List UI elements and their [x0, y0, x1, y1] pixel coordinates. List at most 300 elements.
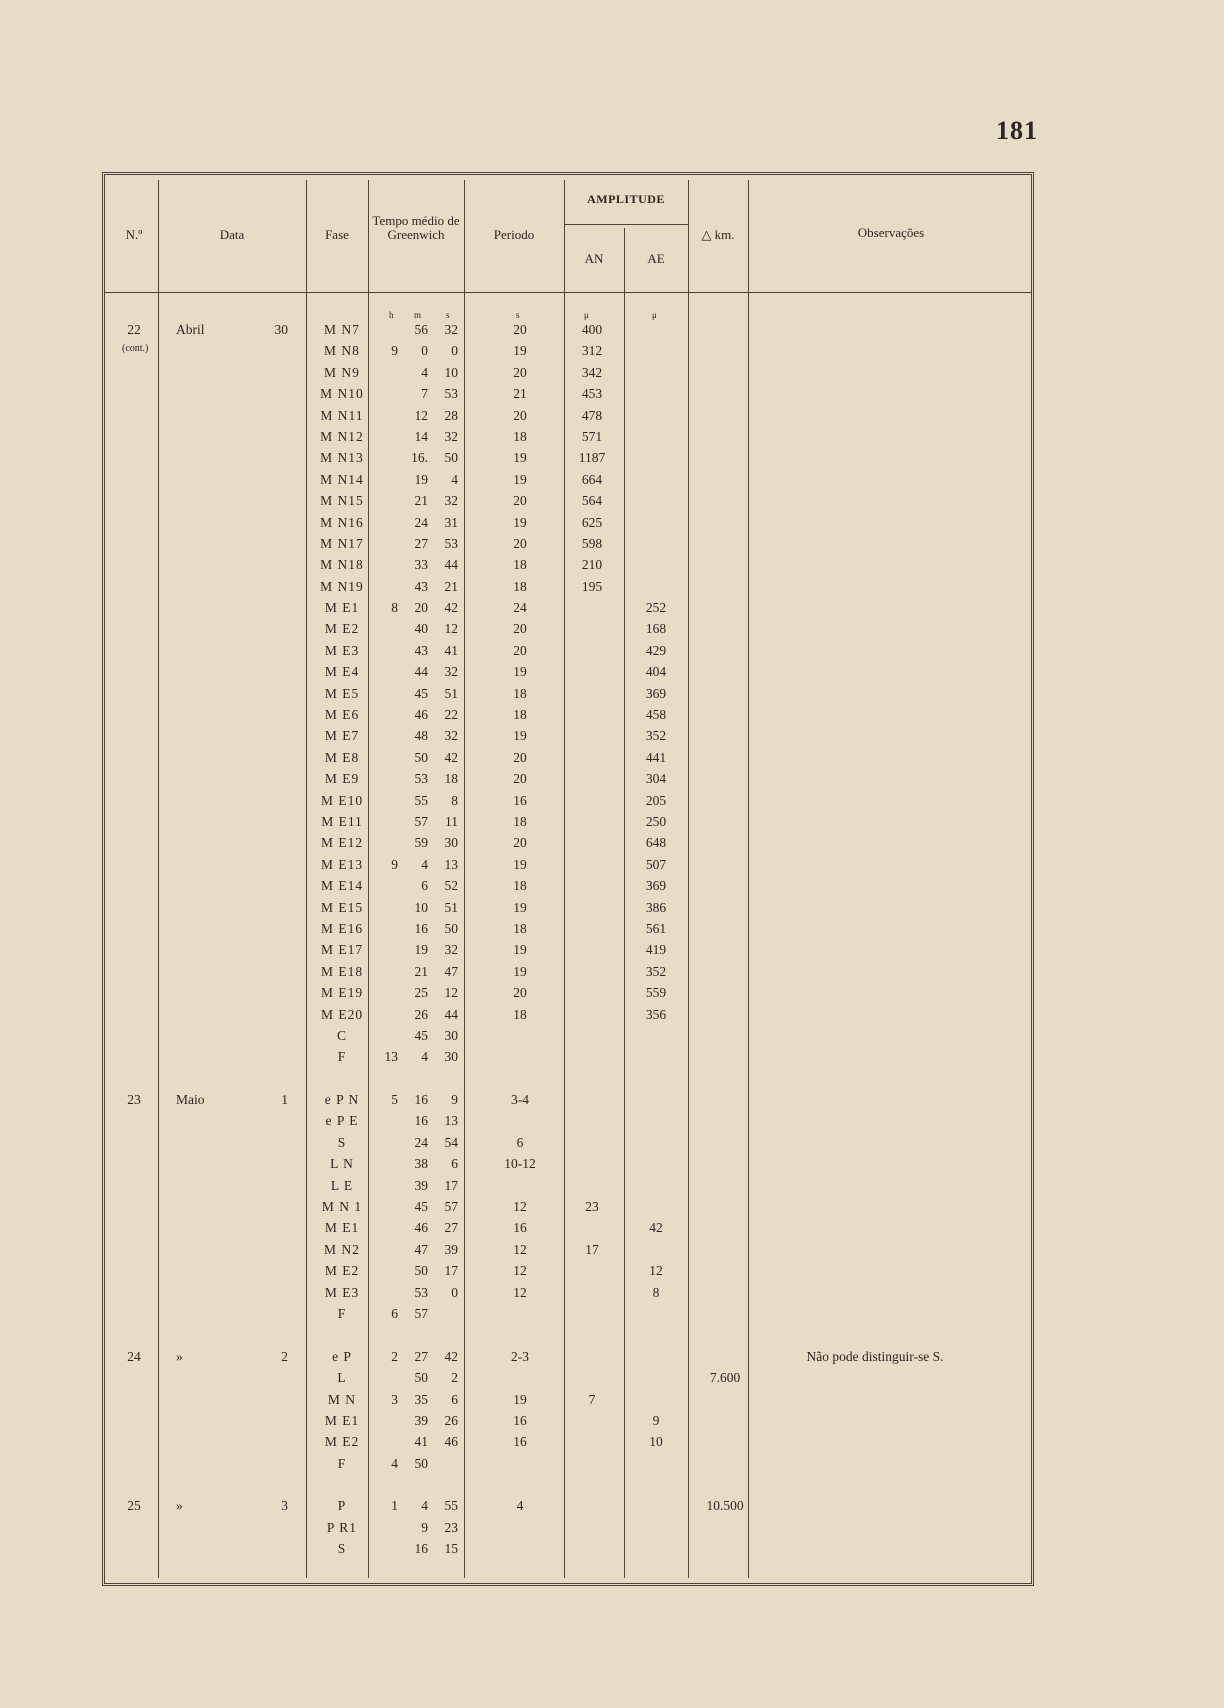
cell-hours: 8	[391, 600, 398, 616]
cell-ae: 8	[652, 1284, 660, 1300]
cell-seconds: 39	[444, 1241, 458, 1257]
cell-seconds: 51	[444, 899, 458, 915]
cell-minutes: 50	[414, 749, 428, 765]
cell-periodo: 20	[513, 985, 527, 1001]
cell-fase: M N14	[320, 471, 364, 487]
cell-periodo: 18	[513, 920, 527, 936]
cell-periodo: 3-4	[511, 1092, 529, 1108]
unit-periodo: s	[516, 310, 520, 320]
header-amplitude: AMPLITUDE	[587, 192, 665, 206]
table-row	[0, 728, 1224, 749]
cell-an: 17	[585, 1241, 599, 1257]
cell-minutes: 48	[414, 728, 428, 744]
cell-fase: F	[337, 1455, 347, 1471]
unit-an: μ	[584, 310, 589, 320]
cell-seconds: 8	[451, 792, 458, 808]
cell-minutes: 45	[414, 685, 428, 701]
cell-observacoes: Não pode distinguir-se S.	[806, 1348, 944, 1364]
cell-fase: M E1	[324, 1412, 360, 1428]
cell-fase: M E16	[320, 920, 364, 936]
table-row	[0, 472, 1224, 493]
cell-ae: 561	[645, 920, 667, 936]
table-row	[0, 1434, 1224, 1455]
header-fase: Fase	[325, 227, 349, 242]
cell-fase: M E20	[320, 1006, 364, 1022]
cell-minutes: 25	[414, 985, 428, 1001]
table-row	[0, 964, 1224, 985]
cell-fase: M E2	[324, 1434, 360, 1450]
cell-minutes: 24	[414, 1134, 428, 1150]
cell-periodo: 2-3	[511, 1348, 529, 1364]
cell-minutes: 4	[421, 364, 428, 380]
cell-month: »	[176, 1348, 183, 1364]
cell-hours: 6	[391, 1305, 398, 1321]
cell-periodo: 19	[513, 514, 527, 530]
cell-no: 25	[127, 1498, 141, 1514]
table-row	[0, 921, 1224, 942]
cell-fase: M N13	[320, 450, 364, 466]
unit-ae: μ	[652, 310, 657, 320]
header-tempo: Tempo médio de Greenwich	[372, 213, 460, 242]
cell-periodo: 19	[513, 963, 527, 979]
cell-hours: 9	[391, 856, 398, 872]
cell-seconds: 11	[445, 813, 458, 829]
cell-minutes: 16	[414, 1092, 428, 1108]
cell-month: »	[176, 1498, 183, 1514]
cell-fase: M E5	[324, 685, 360, 701]
cell-minutes: 55	[414, 792, 428, 808]
cell-periodo: 20	[513, 621, 527, 637]
cell-minutes: 4	[421, 1498, 428, 1514]
cell-periodo: 20	[513, 493, 527, 509]
cell-ae: 42	[649, 1220, 663, 1236]
cell-fase: M E12	[320, 835, 364, 851]
cell-periodo: 18	[513, 578, 527, 594]
cell-an: 598	[581, 535, 603, 551]
cell-seconds: 0	[451, 343, 458, 359]
cell-minutes: 50	[414, 1263, 428, 1279]
table-row	[0, 643, 1224, 664]
cell-ae: 168	[645, 621, 667, 637]
cell-minutes: 19	[414, 471, 428, 487]
cell-periodo: 18	[513, 707, 527, 723]
cell-an: 7	[588, 1391, 596, 1407]
cell-fase: M E1	[324, 600, 360, 616]
cell-minutes: 53	[414, 771, 428, 787]
cell-periodo: 16	[513, 1220, 527, 1236]
table-row	[0, 1113, 1224, 1134]
cell-ae: 10	[649, 1434, 663, 1450]
cell-minutes: 57	[414, 1305, 428, 1321]
cell-hours: 4	[391, 1455, 398, 1471]
cell-seconds: 41	[444, 642, 458, 658]
cell-seconds: 53	[444, 535, 458, 551]
cell-no: (cont.)	[122, 343, 149, 355]
cell-seconds: 57	[444, 1199, 458, 1215]
cell-minutes: 41	[414, 1434, 428, 1450]
cell-periodo: 19	[513, 942, 527, 958]
cell-seconds: 28	[444, 407, 458, 423]
cell-periodo: 20	[513, 364, 527, 380]
cell-periodo: 19	[513, 471, 527, 487]
table-row	[0, 1520, 1224, 1541]
cell-seconds: 50	[444, 450, 458, 466]
cell-fase: L	[337, 1370, 347, 1386]
cell-periodo: 16	[513, 792, 527, 808]
cell-seconds: 55	[444, 1498, 458, 1514]
cell-hours: 1	[391, 1498, 398, 1514]
table-row	[0, 600, 1224, 621]
cell-fase: M E14	[320, 878, 364, 894]
header-ae: AE	[647, 251, 665, 266]
cell-fase: M N2	[324, 1241, 360, 1257]
cell-periodo: 12	[513, 1284, 527, 1300]
table-row	[0, 1049, 1224, 1070]
cell-periodo: 19	[513, 899, 527, 915]
cell-seconds: 31	[444, 514, 458, 530]
cell-seconds: 17	[444, 1177, 458, 1193]
cell-month: Maio	[176, 1092, 205, 1108]
cell-seconds: 15	[444, 1541, 458, 1557]
table-row	[0, 343, 1224, 364]
cell-minutes: 44	[414, 664, 428, 680]
cell-fase: M E19	[320, 985, 364, 1001]
cell-periodo: 4	[516, 1498, 524, 1514]
cell-ae: 559	[645, 985, 667, 1001]
table-row	[0, 621, 1224, 642]
cell-fase: M E8	[324, 749, 360, 765]
cell-day: 30	[274, 322, 288, 337]
cell-fase: M N15	[320, 493, 364, 509]
cell-fase: M N	[327, 1391, 357, 1407]
cell-minutes: 39	[414, 1412, 428, 1428]
cell-seconds: 10	[444, 364, 458, 380]
cell-minutes: 24	[414, 514, 428, 530]
cell-no: 23	[127, 1092, 141, 1108]
cell-seconds: 32	[444, 664, 458, 680]
table-row	[0, 1306, 1224, 1327]
cell-minutes: 50	[414, 1455, 428, 1471]
cell-fase: M N19	[320, 578, 364, 594]
cell-seconds: 32	[444, 493, 458, 509]
cell-periodo: 20	[513, 407, 527, 423]
cell-month: Abril	[176, 322, 205, 337]
cell-seconds: 42	[444, 600, 458, 616]
table-row	[0, 1541, 1224, 1562]
cell-ae: 429	[645, 642, 667, 658]
cell-fase: M N11	[320, 407, 364, 423]
cell-minutes: 16	[414, 1113, 428, 1129]
cell-seconds: 53	[444, 386, 458, 402]
cell-an: 400	[581, 322, 603, 337]
cell-minutes: 21	[414, 493, 428, 509]
cell-seconds: 51	[444, 685, 458, 701]
table-row	[0, 900, 1224, 921]
cell-periodo: 19	[513, 664, 527, 680]
cell-ae: 648	[645, 835, 667, 851]
cell-fase: M E13	[320, 856, 364, 872]
cell-fase: M N10	[320, 386, 364, 402]
table-row	[0, 557, 1224, 578]
cell-fase: M N 1	[321, 1199, 363, 1215]
cell-minutes: 0	[421, 343, 428, 359]
cell-periodo: 24	[513, 600, 527, 616]
table-row	[0, 1135, 1224, 1156]
cell-minutes: 53	[414, 1284, 428, 1300]
cell-ae: 441	[645, 749, 667, 765]
cell-fase: M N8	[324, 343, 360, 359]
cell-seconds: 0	[451, 1284, 458, 1300]
cell-fase: M N12	[320, 428, 364, 444]
cell-day: 1	[281, 1092, 288, 1108]
table-row	[0, 793, 1224, 814]
cell-ae: 419	[645, 942, 667, 958]
cell-fase: M N18	[320, 557, 364, 573]
cell-periodo: 19	[513, 856, 527, 872]
cell-hours: 3	[391, 1391, 398, 1407]
group-spacer	[0, 1071, 1224, 1092]
cell-fase: S	[337, 1541, 347, 1557]
cell-periodo: 20	[513, 771, 527, 787]
cell-fase: M E9	[324, 771, 360, 787]
cell-periodo: 16	[513, 1434, 527, 1450]
cell-periodo: 21	[513, 386, 527, 402]
cell-seconds: 47	[444, 963, 458, 979]
cell-ae: 404	[645, 664, 667, 680]
cell-an: 625	[581, 514, 603, 530]
cell-ae: 458	[645, 707, 667, 723]
cell-seconds: 52	[444, 878, 458, 894]
table-row	[0, 450, 1224, 471]
cell-minutes: 14	[414, 428, 428, 444]
header-periodo: Periodo	[493, 227, 535, 242]
cell-km: 7.600	[709, 1370, 741, 1386]
cell-no: 24	[127, 1348, 141, 1364]
cell-an: 564	[581, 493, 603, 509]
cell-seconds: 30	[444, 1027, 458, 1043]
cell-minutes: 16	[414, 920, 428, 936]
cell-minutes: 39	[414, 1177, 428, 1193]
unit-m: m	[414, 310, 422, 320]
table-row	[0, 1007, 1224, 1028]
table-row	[0, 515, 1224, 536]
cell-minutes: 4	[421, 1049, 428, 1065]
cell-minutes: 43	[414, 642, 428, 658]
header-km: △ km.	[701, 227, 735, 242]
header-an: AN	[584, 251, 604, 266]
cell-ae: 250	[645, 813, 667, 829]
cell-minutes: 46	[414, 1220, 428, 1236]
table-row	[0, 1178, 1224, 1199]
cell-fase: L N	[330, 1156, 354, 1172]
cell-km: 10.500	[706, 1498, 744, 1514]
cell-seconds: 32	[444, 942, 458, 958]
cell-ae: 352	[645, 728, 667, 744]
table-row	[0, 750, 1224, 771]
table-body	[0, 322, 1224, 1563]
cell-seconds: 13	[444, 1113, 458, 1129]
cell-seconds: 12	[444, 985, 458, 1001]
table-row	[0, 365, 1224, 386]
cell-fase: P R1	[326, 1519, 358, 1535]
cell-periodo: 19	[513, 728, 527, 744]
table-row	[0, 942, 1224, 963]
cell-periodo: 18	[513, 685, 527, 701]
cell-periodo: 20	[513, 322, 527, 337]
header-rule	[105, 292, 1031, 293]
cell-periodo: 6	[516, 1134, 524, 1150]
cell-fase: M E2	[324, 1263, 360, 1279]
cell-minutes: 59	[414, 835, 428, 851]
cell-periodo: 19	[513, 1391, 527, 1407]
cell-fase: M E4	[324, 664, 360, 680]
cell-seconds: 26	[444, 1412, 458, 1428]
cell-minutes: 19	[414, 942, 428, 958]
table-row	[0, 1370, 1224, 1391]
cell-periodo: 19	[513, 343, 527, 359]
cell-minutes: 7	[421, 386, 428, 402]
table-row	[0, 1028, 1224, 1049]
cell-minutes: 35	[414, 1391, 428, 1407]
cell-minutes: 45	[414, 1199, 428, 1215]
cell-hours: 5	[391, 1092, 398, 1108]
cell-fase: M E15	[320, 899, 364, 915]
table-row	[0, 835, 1224, 856]
cell-ae: 386	[645, 899, 667, 915]
table-row	[0, 1285, 1224, 1306]
cell-fase: M E3	[324, 642, 360, 658]
table-row	[0, 1156, 1224, 1177]
table-row	[0, 493, 1224, 514]
cell-hours: 13	[384, 1049, 398, 1065]
cell-minutes: 27	[414, 535, 428, 551]
cell-minutes: 27	[414, 1348, 428, 1364]
table-row	[0, 1220, 1224, 1241]
cell-minutes: 57	[414, 813, 428, 829]
cell-periodo: 12	[513, 1241, 527, 1257]
cell-seconds: 6	[451, 1156, 458, 1172]
cell-fase: M N7	[324, 322, 360, 337]
cell-ae: 252	[645, 600, 667, 616]
cell-an: 571	[581, 428, 603, 444]
cell-fase: M E7	[324, 728, 360, 744]
cell-periodo: 20	[513, 835, 527, 851]
cell-minutes: 46	[414, 707, 428, 723]
table-row	[0, 857, 1224, 878]
cell-fase: M N17	[320, 535, 364, 551]
cell-minutes: 40	[414, 621, 428, 637]
cell-fase: M E1	[324, 1220, 360, 1236]
cell-an: 342	[581, 364, 603, 380]
cell-an: 210	[581, 557, 603, 573]
cell-fase: F	[337, 1305, 347, 1321]
cell-seconds: 44	[444, 1006, 458, 1022]
header-observacoes: Observações	[857, 225, 925, 240]
cell-minutes: 20	[414, 600, 428, 616]
cell-seconds: 21	[444, 578, 458, 594]
cell-ae: 205	[645, 792, 667, 808]
cell-seconds: 27	[444, 1220, 458, 1236]
table-row	[0, 536, 1224, 557]
table-row	[0, 1092, 1224, 1113]
cell-an: 1187	[578, 450, 606, 466]
cell-ae: 9	[652, 1412, 660, 1428]
cell-seconds: 54	[444, 1134, 458, 1150]
unit-s: s	[446, 310, 450, 320]
cell-minutes: 12	[414, 407, 428, 423]
table-row	[0, 664, 1224, 685]
cell-minutes: 50	[414, 1370, 428, 1386]
cell-minutes: 47	[414, 1241, 428, 1257]
cell-an: 478	[581, 407, 603, 423]
cell-minutes: 33	[414, 557, 428, 573]
cell-fase: M E6	[324, 707, 360, 723]
cell-fase: M E10	[320, 792, 364, 808]
cell-fase: M E18	[320, 963, 364, 979]
cell-minutes: 43	[414, 578, 428, 594]
table-row	[0, 1456, 1224, 1477]
table-row	[0, 985, 1224, 1006]
cell-fase: M E3	[324, 1284, 360, 1300]
cell-seconds: 2	[451, 1370, 458, 1386]
cell-seconds: 32	[444, 728, 458, 744]
cell-ae: 369	[645, 878, 667, 894]
cell-periodo: 18	[513, 878, 527, 894]
cell-periodo: 20	[513, 535, 527, 551]
cell-fase: M E11	[321, 813, 363, 829]
cell-minutes: 10	[414, 899, 428, 915]
cell-periodo: 10-12	[504, 1156, 536, 1172]
table-row	[0, 1392, 1224, 1413]
cell-seconds: 32	[444, 322, 458, 337]
amplitude-rule	[564, 224, 688, 225]
cell-fase: S	[337, 1134, 347, 1150]
cell-fase: M N16	[320, 514, 364, 530]
cell-seconds: 13	[444, 856, 458, 872]
table-row	[0, 322, 1224, 343]
cell-minutes: 16	[414, 1541, 428, 1557]
cell-periodo: 12	[513, 1199, 527, 1215]
cell-ae: 352	[645, 963, 667, 979]
cell-fase: e P N	[324, 1092, 360, 1108]
group-spacer	[0, 1477, 1224, 1498]
cell-minutes: 56	[414, 322, 428, 337]
cell-seconds: 32	[444, 428, 458, 444]
cell-periodo: 20	[513, 642, 527, 658]
cell-seconds: 6	[451, 1391, 458, 1407]
table-row	[0, 1199, 1224, 1220]
table-row	[0, 408, 1224, 429]
cell-seconds: 46	[444, 1434, 458, 1450]
table-row	[0, 771, 1224, 792]
cell-minutes: 38	[414, 1156, 428, 1172]
table-row	[0, 707, 1224, 728]
cell-minutes: 21	[414, 963, 428, 979]
cell-fase: e P E	[325, 1113, 359, 1129]
cell-seconds: 23	[444, 1519, 458, 1535]
cell-an: 453	[581, 386, 603, 402]
cell-periodo: 18	[513, 1006, 527, 1022]
cell-day: 3	[281, 1498, 288, 1514]
cell-fase: M E17	[320, 942, 364, 958]
cell-periodo: 16	[513, 1412, 527, 1428]
cell-minutes: 6	[421, 878, 428, 894]
cell-minutes: 9	[421, 1519, 428, 1535]
unit-h: h	[389, 310, 394, 320]
cell-seconds: 4	[451, 471, 458, 487]
cell-fase: e P	[332, 1348, 352, 1364]
table-row	[0, 1263, 1224, 1284]
